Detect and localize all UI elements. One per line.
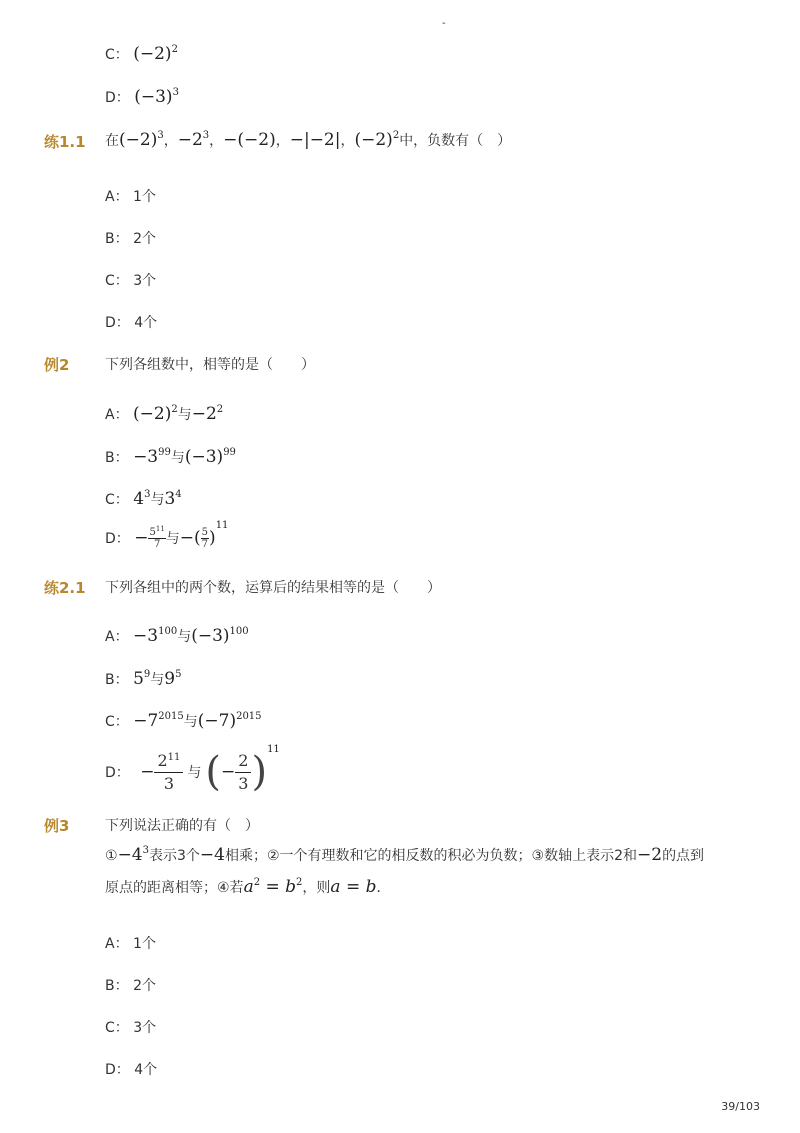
top-mark: - — [442, 18, 446, 29]
li2-option-d[interactable]: D： − $\frac{5^{11}}{7}$ 与−( $\frac{5}{7}$ )$^{11}$ — [105, 520, 229, 550]
question-lian1-1-text: 在$(-2)^3$，$-2^3$，−(−2)，−|−2|，$(-2)^2$中，负数有（ ） — [105, 130, 512, 150]
lian1-1-option-d[interactable]: D： 4个 — [105, 315, 158, 331]
li3-option-c[interactable]: C： 3个 — [105, 1020, 157, 1036]
lian2-1-option-a[interactable]: A： $-3^{100}$与$(-3)^{100}$ — [105, 626, 249, 646]
lian1-1-option-a[interactable]: A： 1个 — [105, 189, 156, 205]
prev-option-d[interactable] — [105, 87, 179, 107]
question-li2-text: 下列各组数中，相等的是（ ） — [105, 357, 315, 373]
li2-option-c[interactable]: C： $4^3$与$3^4$ — [105, 489, 182, 509]
option-math: $(-3)^3$ — [134, 87, 179, 107]
fraction: $\frac{2}{3}$ — [235, 752, 251, 792]
fraction: $\frac{2^{11}}{3}$ — [154, 752, 183, 792]
lian2-1-option-c[interactable]: C： $-7^{2015}$与$(-7)^{2015}$ — [105, 711, 262, 731]
li2-option-b[interactable]: B： $-3^{99}$与$(-3)^{99}$ — [105, 447, 236, 467]
question-tag-li2: 例2 — [44, 356, 70, 374]
li3-option-a[interactable]: A： 1个 — [105, 936, 156, 952]
fraction: $\frac{5}{7}$ — [201, 526, 209, 550]
fraction: $\frac{5^{11}}{7}$ — [149, 525, 165, 550]
question-tag-lian1-1: 练1.1 — [44, 133, 86, 151]
li3-statement-line2: 原点的距离相等；④若$a^2 = b^2$，则a = b． — [105, 877, 391, 897]
option-label: D： — [105, 90, 130, 106]
li2-option-a[interactable]: A： $(-2)^2$与$-2^2$ — [105, 404, 224, 424]
lian2-1-option-b[interactable]: B： $5^9$与$9^5$ — [105, 669, 182, 689]
question-li3-text: 下列说法正确的有（ ） — [105, 818, 259, 834]
lian1-1-option-b[interactable]: B： 2个 — [105, 231, 156, 247]
li3-option-b[interactable]: B： 2个 — [105, 978, 156, 994]
page-number: 39/103 — [721, 1100, 760, 1113]
question-tag-li3: 例3 — [44, 817, 70, 835]
li3-option-d[interactable]: D： 4个 — [105, 1062, 158, 1078]
prev-option-c[interactable] — [105, 44, 178, 64]
lian1-1-option-c[interactable]: C： 3个 — [105, 273, 157, 289]
option-label: C： — [105, 47, 129, 63]
question-lian2-1-text: 下列各组中的两个数，运算后的结果相等的是（ ） — [105, 580, 441, 596]
lian2-1-option-d[interactable]: D： − $\frac{2^{11}}{3}$ 与 (− $\frac{2}{3}$ )$^{11}$ — [105, 744, 280, 795]
li3-statement-line1: $①-4^3$表示3个−4相乘；②一个有理数和它的相反数的积必为负数；③数轴上表示2和−2的点到 — [105, 845, 705, 865]
option-math: $(-2)^2$ — [133, 44, 178, 64]
question-tag-lian2-1: 练2.1 — [44, 579, 86, 597]
